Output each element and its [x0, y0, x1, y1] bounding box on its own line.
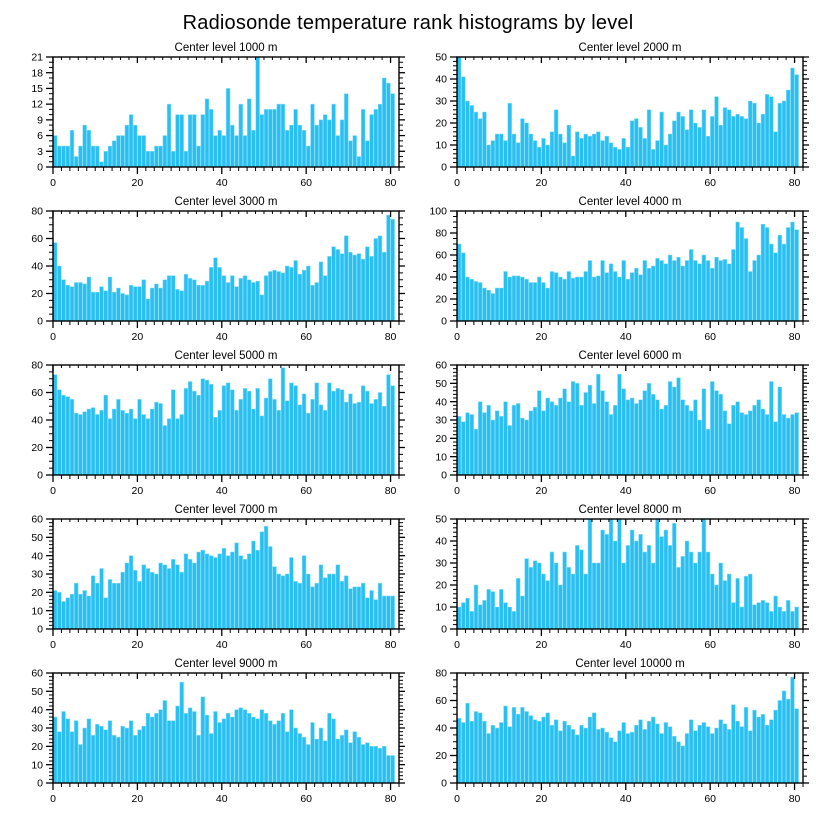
- x-tick-label: 80: [788, 177, 801, 189]
- y-tick-label: 40: [31, 260, 43, 273]
- bars: [53, 526, 394, 629]
- y-tick-label: 9: [37, 114, 43, 127]
- subplot-center-level-5000-m: [7, 347, 405, 501]
- y-tick-label: 80: [31, 205, 43, 218]
- x-tick-label: 60: [300, 793, 313, 805]
- bars: [457, 519, 798, 629]
- y-tick-label: 15: [31, 83, 43, 96]
- y-tick-label: 20: [435, 432, 447, 445]
- subplot-title: Center level 7000 m: [174, 504, 278, 516]
- y-tick-label: 40: [435, 271, 447, 284]
- bars: [457, 374, 798, 475]
- x-tick-label: 20: [535, 639, 548, 651]
- bars: [457, 222, 798, 321]
- y-tick-label: 20: [31, 586, 43, 599]
- subplot-center-level-8000-m: [411, 501, 809, 655]
- subplot-center-level-5000-m-cell: [7, 347, 405, 501]
- y-tick-label: 10: [435, 451, 447, 464]
- subplot-center-level-3000-m-cell: [7, 193, 405, 347]
- subplot-center-level-8000-m-cell: [411, 501, 809, 655]
- subplot-center-level-7000-m: [7, 501, 405, 655]
- bars: [53, 215, 394, 321]
- y-tick-label: 0: [441, 469, 447, 482]
- y-tick-label: 30: [31, 568, 43, 581]
- x-tick-label: 0: [454, 793, 460, 805]
- subplot-center-level-10000-m-cell: [411, 655, 809, 809]
- subplot-center-level-4000-m: [411, 193, 809, 347]
- x-tick-label: 0: [50, 331, 56, 343]
- page-title: Radiosonde temperature rank histograms by level: [182, 12, 634, 34]
- y-tick-label: 60: [435, 249, 447, 262]
- x-tick-label: 40: [215, 639, 228, 651]
- x-tick-label: 40: [619, 177, 632, 189]
- y-tick-label: 0: [37, 623, 43, 636]
- bars: [53, 368, 394, 475]
- x-tick-label: 60: [704, 331, 717, 343]
- subplot-center-level-2000-m: [411, 39, 809, 193]
- x-tick-label: 80: [384, 485, 397, 497]
- y-tick-label: 10: [31, 605, 43, 618]
- subplot-title: Center level 1000 m: [174, 42, 278, 54]
- subplot-center-level-4000-m-cell: [411, 193, 809, 347]
- x-tick-label: 80: [788, 485, 801, 497]
- y-tick-label: 20: [435, 579, 447, 592]
- y-tick-label: 10: [435, 601, 447, 614]
- subplot-title: Center level 8000 m: [578, 504, 682, 516]
- x-tick-label: 20: [535, 331, 548, 343]
- subplot-center-level-6000-m-cell: [411, 347, 809, 501]
- y-tick-label: 0: [441, 161, 447, 174]
- x-tick-label: 80: [788, 331, 801, 343]
- x-tick-label: 80: [384, 331, 397, 343]
- x-tick-label: 20: [131, 177, 144, 189]
- x-tick-label: 60: [704, 485, 717, 497]
- x-tick-label: 0: [50, 177, 56, 189]
- x-tick-label: 40: [215, 793, 228, 805]
- x-tick-label: 80: [384, 793, 397, 805]
- y-tick-label: 60: [31, 667, 43, 680]
- y-tick-label: 60: [435, 695, 447, 708]
- x-tick-label: 20: [535, 485, 548, 497]
- y-tick-label: 40: [31, 704, 43, 717]
- y-tick-label: 40: [31, 414, 43, 427]
- y-tick-label: 20: [31, 740, 43, 753]
- y-tick-label: 0: [37, 777, 43, 790]
- subplot-title: Center level 5000 m: [174, 350, 278, 362]
- y-tick-label: 20: [31, 288, 43, 301]
- y-tick-label: 60: [31, 387, 43, 400]
- subplot-center-level-9000-m: [7, 655, 405, 809]
- x-tick-label: 0: [454, 639, 460, 651]
- x-tick-label: 40: [215, 485, 228, 497]
- y-tick-label: 20: [435, 117, 447, 130]
- y-tick-label: 0: [441, 777, 447, 790]
- y-tick-label: 40: [435, 722, 447, 735]
- y-tick-label: 60: [435, 359, 447, 372]
- y-tick-label: 80: [435, 227, 447, 240]
- y-tick-label: 30: [435, 95, 447, 108]
- y-tick-label: 40: [435, 73, 447, 86]
- y-tick-label: 0: [37, 161, 43, 174]
- x-tick-label: 60: [300, 177, 313, 189]
- x-tick-label: 80: [788, 639, 801, 651]
- x-tick-label: 60: [300, 639, 313, 651]
- x-tick-label: 0: [50, 639, 56, 651]
- y-tick-label: 0: [37, 469, 43, 482]
- x-tick-label: 40: [619, 485, 632, 497]
- subplot-title: Center level 6000 m: [578, 350, 682, 362]
- y-tick-label: 100: [429, 205, 447, 218]
- subplot-title: Center level 9000 m: [174, 658, 278, 670]
- subplot-title: Center level 3000 m: [174, 196, 278, 208]
- bars: [457, 677, 798, 783]
- y-tick-label: 20: [435, 750, 447, 763]
- bars: [53, 682, 394, 783]
- x-tick-label: 40: [619, 639, 632, 651]
- subplot-center-level-3000-m: [7, 193, 405, 347]
- y-tick-label: 10: [31, 759, 43, 772]
- y-tick-label: 20: [31, 442, 43, 455]
- y-tick-label: 20: [435, 293, 447, 306]
- x-tick-label: 0: [454, 331, 460, 343]
- subplot-title: Center level 10000 m: [575, 658, 685, 670]
- subplot-center-level-1000-m-cell: [7, 39, 405, 193]
- x-tick-label: 60: [300, 485, 313, 497]
- x-tick-label: 20: [131, 485, 144, 497]
- bars: [53, 57, 394, 167]
- y-tick-label: 18: [31, 67, 43, 80]
- y-tick-label: 80: [435, 667, 447, 680]
- y-tick-label: 12: [31, 98, 43, 111]
- subplot-title: Center level 4000 m: [578, 196, 682, 208]
- subplot-center-level-2000-m-cell: [411, 39, 809, 193]
- y-tick-label: 0: [37, 315, 43, 328]
- y-tick-label: 40: [435, 535, 447, 548]
- charts-grid: [0, 39, 816, 809]
- x-tick-label: 80: [384, 639, 397, 651]
- y-tick-label: 50: [31, 685, 43, 698]
- x-tick-label: 20: [535, 177, 548, 189]
- x-tick-label: 20: [131, 793, 144, 805]
- x-tick-label: 20: [131, 639, 144, 651]
- subplot-center-level-1000-m: [7, 39, 405, 193]
- y-tick-label: 0: [441, 623, 447, 636]
- x-tick-label: 60: [300, 331, 313, 343]
- x-tick-label: 40: [619, 793, 632, 805]
- x-tick-label: 20: [535, 793, 548, 805]
- subplot-title: Center level 2000 m: [578, 42, 682, 54]
- x-tick-label: 0: [454, 177, 460, 189]
- y-tick-label: 50: [435, 51, 447, 64]
- y-tick-label: 30: [435, 414, 447, 427]
- x-tick-label: 60: [704, 177, 717, 189]
- subplot-center-level-7000-m-cell: [7, 501, 405, 655]
- y-tick-label: 0: [441, 315, 447, 328]
- x-tick-label: 0: [50, 485, 56, 497]
- subplot-center-level-10000-m: [411, 655, 809, 809]
- x-tick-label: 60: [704, 639, 717, 651]
- y-tick-label: 6: [37, 130, 43, 143]
- y-tick-label: 3: [37, 145, 43, 158]
- y-tick-label: 50: [435, 513, 447, 526]
- y-tick-label: 30: [435, 557, 447, 570]
- x-tick-label: 60: [704, 793, 717, 805]
- y-tick-label: 30: [31, 722, 43, 735]
- y-tick-label: 40: [435, 396, 447, 409]
- x-tick-label: 0: [454, 485, 460, 497]
- subplot-center-level-6000-m: [411, 347, 809, 501]
- x-tick-label: 40: [215, 331, 228, 343]
- x-tick-label: 0: [50, 793, 56, 805]
- y-tick-label: 10: [435, 139, 447, 152]
- x-tick-label: 40: [619, 331, 632, 343]
- y-tick-label: 21: [31, 51, 43, 64]
- subplot-center-level-9000-m-cell: [7, 655, 405, 809]
- x-tick-label: 40: [215, 177, 228, 189]
- x-tick-label: 20: [131, 331, 144, 343]
- y-tick-label: 60: [31, 233, 43, 246]
- x-tick-label: 80: [384, 177, 397, 189]
- x-tick-label: 80: [788, 793, 801, 805]
- y-tick-label: 50: [435, 377, 447, 390]
- y-tick-label: 50: [31, 531, 43, 544]
- y-tick-label: 40: [31, 550, 43, 563]
- bars: [457, 57, 798, 167]
- y-tick-label: 80: [31, 359, 43, 372]
- y-tick-label: 60: [31, 513, 43, 526]
